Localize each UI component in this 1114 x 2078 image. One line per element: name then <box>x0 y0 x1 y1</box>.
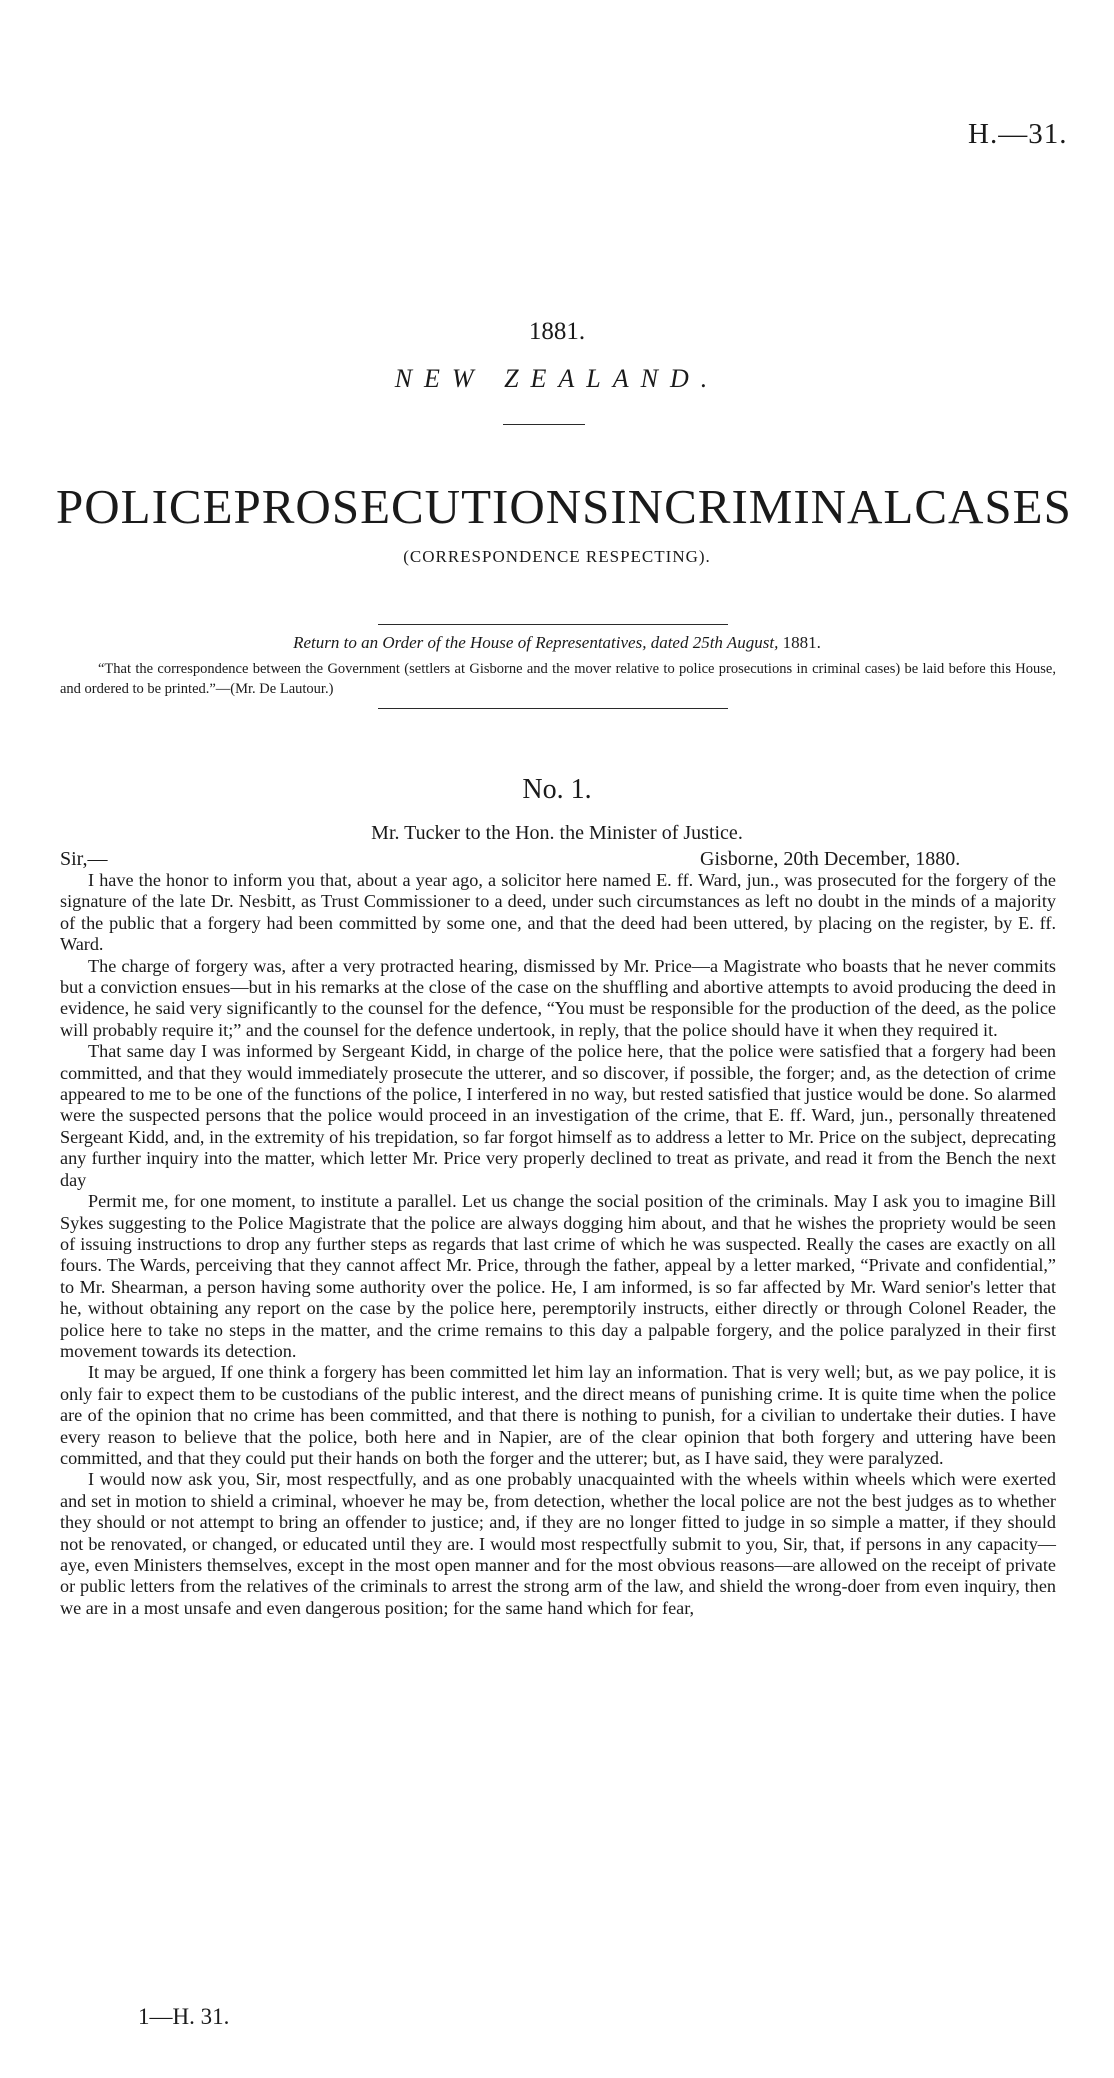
title-word: POLICE <box>56 479 234 534</box>
letter-number: No. 1. <box>522 774 592 805</box>
signature-mark: 1—H. 31. <box>138 2004 230 2029</box>
divider-rule <box>378 624 728 625</box>
title-word: CRIMINAL <box>664 479 915 534</box>
letter-addressee: Mr. Tucker to the Hon. the Minister of Justice. <box>371 822 743 844</box>
country-heading: NEW ZEALAND. <box>394 364 720 393</box>
body-paragraph: I would now ask you, Sir, most respectfully, and as one probably unacquainted with the wheels within wheels which were exerted and set in motion to shield a criminal, whoever he may be, from detection, whether the local police are not the best judges as to whether they should or not attempt to bring an offender to justice; and, if they are no longer fitted to judge in so simple a matter, if they should not be renovated, or changed, or educated until they are. I would most respectfully submit to you, Sir, that, if persons in any capacity—aye, even Ministers themselves, except in the most open manner and for the most obvious reasons—are allowed on the receipt of private or public letters from the relatives of the criminals to arrest the strong arm of the law, and shield the wrong-doer from even inquiry, then we are in a most unsafe and even dangerous position; for the same hand which for fear, <box>60 1469 1056 1618</box>
letter-dateline: Gisborne, 20th December, 1880. <box>700 848 961 870</box>
body-paragraph: Permit me, for one moment, to institute a parallel. Let us change the social position of the criminals. May I ask you to imagine Bill Sykes suggesting to the Police Magistrate that the police are always dogging him about, and that he wishes the propriety would be seen of issuing instructions to drop any further steps as regards that last crime of which he was suspected. Really the cases are exactly on all fours. The Wards, perceiving that they cannot affect Mr. Price, through the father, appeal by a letter marked, “Private and confidential,” to Mr. Shearman, a person having some authority over the police. He, I am informed, is so far affected by Mr. Ward senior's letter that he, without obtaining any report on the case by the police here, peremptorily instructs, either directly or through Colonel Reader, the police here to take no steps in the matter, and the crime remains to this day a palpable forgery, and the police paralyzed in their first movement towards its detection. <box>60 1191 1056 1361</box>
body-paragraph: I have the honor to inform you that, about a year ago, a solicitor here named E. ff. Ward, jun., was prosecuted for the forgery of the signature of the late Dr. Nesbitt, as Trust Commissioner to a deed, under such circumstances as left no doubt in the minds of a majority of the public that a forgery had been committed by some one, and that the deed had been uttered, by placing on the register, by E. ff. Ward. <box>60 870 1056 955</box>
body-paragraph: The charge of forgery was, after a very protracted hearing, dismissed by Mr. Price—a Magistrate who boasts that he never commits but a conviction ensues—but in his remarks at the close of the case on the shuffling and abortive attempts to avoid producing the deed in evidence, he said very significantly to the counsel for the defence, “You must be responsible for the production of the deed, as the police will probably require it;” and the counsel for the defence undertook, in reply, that the police should have it when they required it. <box>60 955 1056 1040</box>
document-subtitle: (CORRESPONDENCE RESPECTING). <box>403 547 711 566</box>
return-order-quote: “That the correspondence between the Government (settlers at Gisborne and the mover relative to police prosecutions in criminal cases) be laid before this House, and ordered to be printed.”—(Mr. De Lautour.) <box>60 661 1056 697</box>
letter-body <box>60 870 1056 1619</box>
letter-salutation: Sir,— <box>60 848 108 870</box>
document-year: 1881. <box>528 318 586 345</box>
return-order-text: Return to an Order of the House of Representatives, dated 25th August, <box>293 633 779 652</box>
title-word: IN <box>610 479 665 534</box>
return-order-line <box>0 633 1114 653</box>
body-paragraph: That same day I was informed by Sergeant Kidd, in charge of the police here, that the police were satisfied that a forgery had been committed, and that they would immediately prosecute the utterer, and so discover, if possible, the forger; and, as the detection of crime appeared to me to be one of the functions of the police, I interfered in no way, but rested satisfied that justice would be done. So alarmed were the suspected persons that the police would proceed in an investigation of the crime, that E. ff. Ward, jun., personally threatened Sergeant Kidd, and, in the extremity of his trepidation, so far forgot himself as to address a letter to Mr. Price on the subject, deprecating any further inquiry into the matter, which letter Mr. Price very properly declined to treat as private, and read it from the Bench the next day <box>60 1041 1056 1190</box>
divider-rule <box>503 424 585 425</box>
title-word: PROSECUTIONS <box>233 479 611 534</box>
title-word: CASES <box>914 479 1072 534</box>
return-order-year: 1881. <box>782 633 821 652</box>
document-title <box>56 478 1072 535</box>
page-reference: H.—31. <box>968 118 1068 150</box>
divider-rule <box>378 708 728 709</box>
body-paragraph: It may be argued, If one think a forgery has been committed let him lay an information. That is very well; but, as we pay police, it is only fair to expect them to be custodians of the public interest, and the direct means of punishing crime. It is quite time when the police are of the opinion that no crime has been committed, and that there is nothing to punish, for a civilian to undertake their duties. I have every reason to believe that the police, both here and in Napier, are of the clear opinion that both forgery and uttering have been committed, and that they could put their hands on both the forger and the utterer; but, as I have said, they were paralyzed. <box>60 1362 1056 1468</box>
